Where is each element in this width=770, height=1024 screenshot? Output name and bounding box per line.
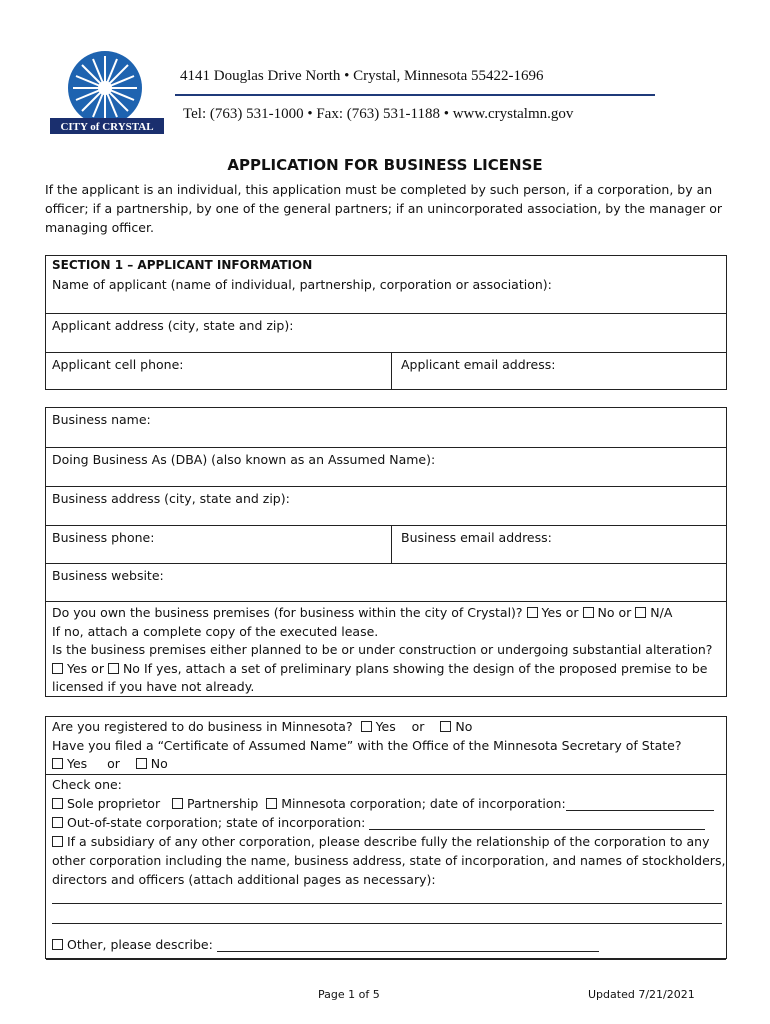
premises-no-checkbox[interactable]	[583, 607, 594, 618]
dba-field[interactable]	[46, 448, 726, 487]
business-address-label: Business address (city, state and zip):	[52, 491, 290, 506]
mn-no-checkbox[interactable]	[440, 721, 451, 732]
page-title: APPLICATION FOR BUSINESS LICENSE	[227, 156, 543, 174]
subsidiary-answer-line-1[interactable]	[52, 903, 722, 904]
mn-registered-text: Are you registered to do business in Minnesota?	[52, 719, 353, 734]
other-description-field[interactable]	[217, 939, 599, 952]
contact-line: Tel: (763) 531-1000 • Fax: (763) 531-1188 • www.crystalmn.gov	[183, 106, 574, 122]
or-text: or	[618, 605, 632, 620]
assumed-name-question: Have you filed a “Certificate of Assumed Name” with the Office of the Minnesota Secretary of State?	[52, 738, 682, 753]
subsidiary-line2: other corporation including the name, business address, state of incorporation, and names of stockholders,	[52, 853, 726, 868]
check-one-label: Check one:	[52, 777, 122, 792]
business-phone-label[interactable]: Business phone:	[52, 530, 155, 545]
other-label: Other, please describe:	[67, 937, 213, 952]
section1-box	[45, 255, 727, 390]
construction-answer	[52, 661, 707, 676]
other-option	[52, 937, 599, 952]
intro-paragraph: If the applicant is an individual, this application must be completed by such person, if a corporation, by an officer; if a partnership, by one of the general partners; if an unincorporated association, by the manager or managing officer.	[45, 182, 723, 235]
other-checkbox[interactable]	[52, 939, 63, 950]
subsidiary-text-1: If a subsidiary of any other corporation, please describe fully the relationship of the corporation to any	[67, 834, 710, 849]
mn-corporation-label: Minnesota corporation; date of incorporation:	[281, 796, 566, 811]
business-website-field[interactable]	[46, 564, 726, 602]
partnership-label: Partnership	[187, 796, 259, 811]
construction-yes-checkbox[interactable]	[52, 663, 63, 674]
premises-yes-label: Yes	[541, 605, 562, 620]
mn-no-label: No	[455, 719, 473, 734]
applicant-contact-row	[46, 353, 726, 389]
applicant-address-label: Applicant address (city, state and zip):	[52, 318, 294, 333]
or-text: or	[107, 756, 120, 771]
subsidiary-checkbox[interactable]	[52, 836, 63, 847]
entity-type-row	[46, 775, 726, 960]
incorporation-state-field[interactable]	[369, 817, 705, 830]
updated-date: Updated 7/21/2021	[588, 988, 695, 1001]
assumed-name-answer	[52, 756, 168, 771]
subsidiary-line3: directors and officers (attach additional pages as necessary):	[52, 872, 436, 887]
city-of-crystal-logo	[48, 50, 166, 138]
out-of-state-checkbox[interactable]	[52, 817, 63, 828]
premises-na-checkbox[interactable]	[635, 607, 646, 618]
dba-label: Doing Business As (DBA) (also known as an Assumed Name):	[52, 452, 436, 467]
construction-yes-label: Yes	[67, 661, 88, 676]
assumed-no-checkbox[interactable]	[136, 758, 147, 769]
partnership-checkbox[interactable]	[172, 798, 183, 809]
column-divider	[391, 353, 392, 389]
assumed-yes-checkbox[interactable]	[52, 758, 63, 769]
page-number: Page 1 of 5	[318, 988, 380, 1001]
construction-question: Is the business premises either planned to be or under construction or undergoing substantial alteration?	[52, 642, 713, 657]
premises-na-label: N/A	[650, 605, 673, 620]
subsidiary-line1	[52, 834, 710, 849]
entity-options-line2	[52, 815, 705, 830]
address-line: 4141 Douglas Drive North • Crystal, Minnesota 55422-1696	[180, 68, 544, 84]
lease-note: If no, attach a complete copy of the executed lease.	[52, 624, 379, 639]
business-name-field[interactable]	[46, 408, 726, 448]
business-address-field[interactable]	[46, 487, 726, 526]
business-box	[45, 407, 727, 697]
mn-corporation-checkbox[interactable]	[266, 798, 277, 809]
header-rule	[175, 94, 655, 96]
section1-heading: SECTION 1 – APPLICANT INFORMATION	[52, 258, 313, 272]
mn-yes-checkbox[interactable]	[361, 721, 372, 732]
applicant-address-field[interactable]	[46, 314, 726, 353]
sole-proprietor-checkbox[interactable]	[52, 798, 63, 809]
business-contact-row	[46, 526, 726, 564]
sole-proprietor-label: Sole proprietor	[67, 796, 161, 811]
business-name-label: Business name:	[52, 412, 151, 427]
applicant-name-row[interactable]	[46, 256, 726, 314]
mn-yes-label: Yes	[375, 719, 396, 734]
or-text: or	[91, 661, 104, 676]
applicant-email-label[interactable]: Applicant email address:	[401, 357, 556, 372]
assumed-yes-label: Yes	[67, 756, 88, 771]
premises-question-text: Do you own the business premises (for business within the city of Crystal)?	[52, 605, 523, 620]
construction-no-label: No	[122, 661, 140, 676]
premises-row	[46, 602, 726, 696]
registration-row	[46, 717, 726, 775]
premises-yes-checkbox[interactable]	[527, 607, 538, 618]
business-email-label[interactable]: Business email address:	[401, 530, 552, 545]
column-divider	[391, 526, 392, 563]
mn-registered-question	[52, 719, 472, 734]
applicant-name-label: Name of applicant (name of individual, partnership, corporation or association):	[52, 277, 552, 292]
premises-no-label: No	[597, 605, 615, 620]
business-website-label: Business website:	[52, 568, 164, 583]
out-of-state-label: Out-of-state corporation; state of incorporation:	[67, 815, 366, 830]
construction-no-checkbox[interactable]	[108, 663, 119, 674]
incorporation-date-field[interactable]	[566, 798, 714, 811]
plans-note: If yes, attach a set of preliminary plans showing the design of the proposed premise to be	[143, 661, 708, 676]
subsidiary-answer-line-2[interactable]	[52, 923, 722, 924]
or-text: or	[565, 605, 579, 620]
entity-options-line1	[52, 796, 714, 811]
plans-note-continued: licensed if you have not already.	[52, 679, 255, 694]
applicant-phone-label[interactable]: Applicant cell phone:	[52, 357, 184, 372]
or-text: or	[411, 719, 425, 734]
assumed-no-label: No	[150, 756, 168, 771]
premises-question	[52, 605, 672, 620]
svg-text:CITY of CRYSTAL: CITY of CRYSTAL	[60, 121, 154, 133]
registration-box	[45, 716, 727, 959]
